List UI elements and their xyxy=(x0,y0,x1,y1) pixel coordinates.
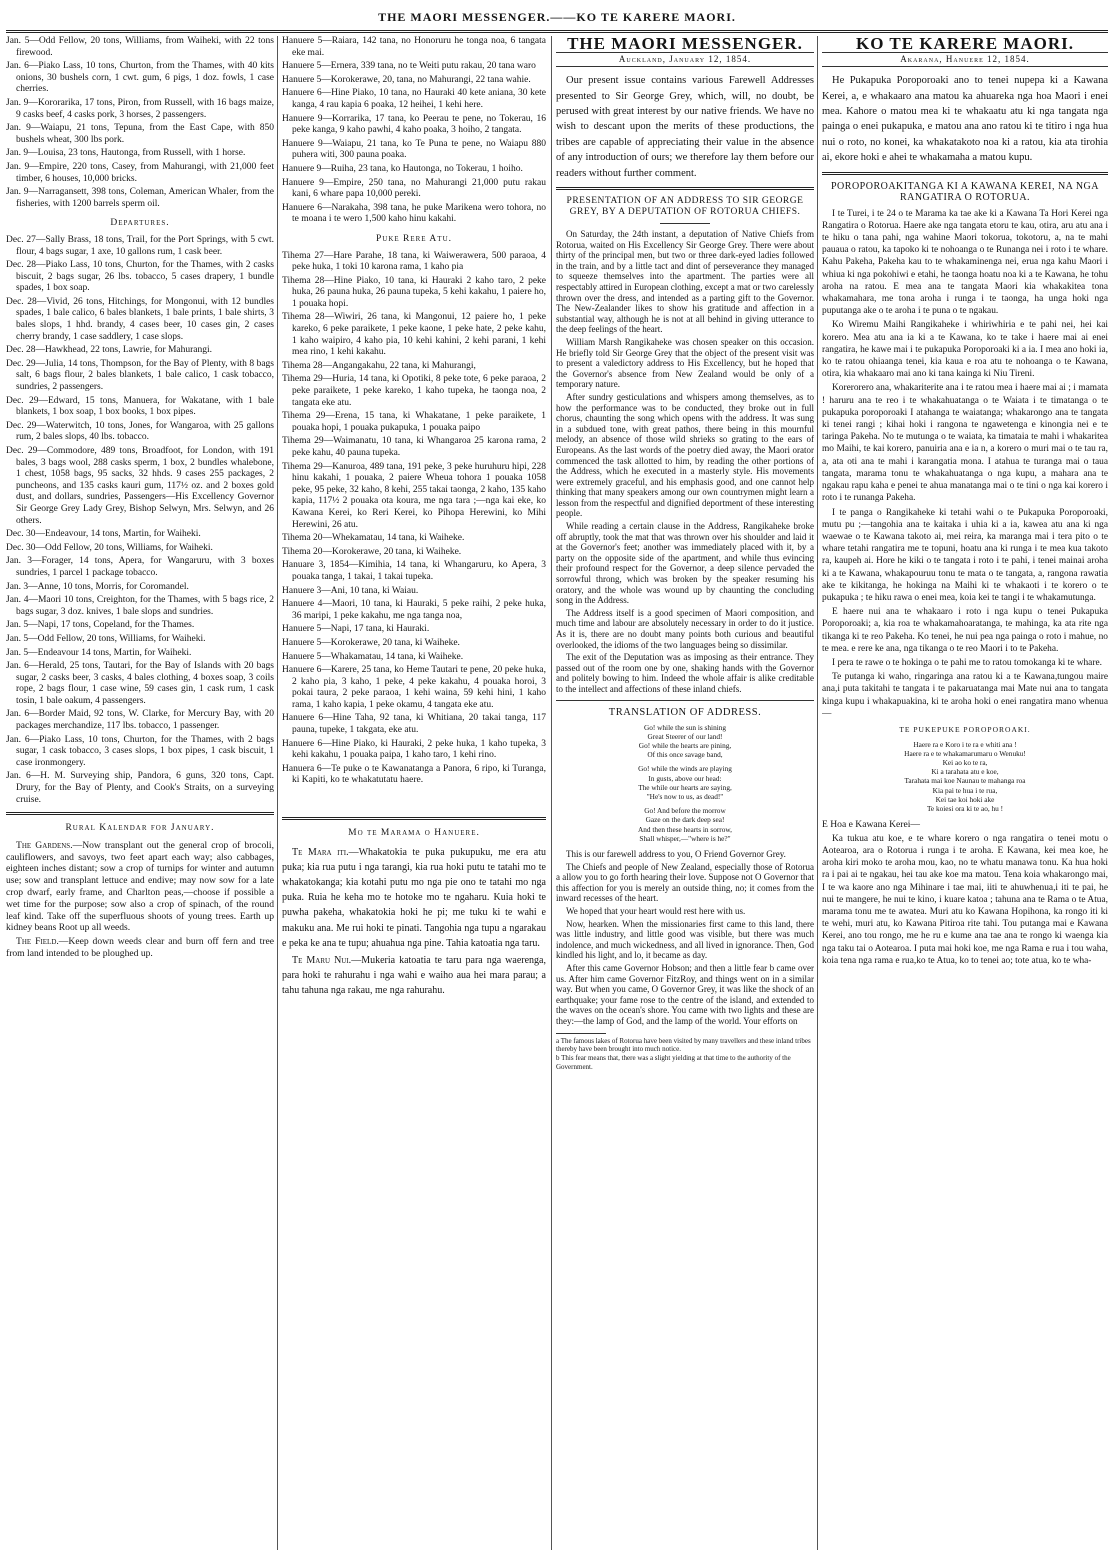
article-paragraph: I te panga o Rangikaheke ki tetahi wahi o te Pukapuka Poroporoaki, mutu pu ;—tangohia ana te kaitaka i uhia ki a ia, kawea atu ana ki nga waewae o te Kawana takoto ai, mei reira, ka maranga mai i tera pito o te whare tetahi rangatira me te topuni, hoatu ana ki runga i te mea kua takoto ra, kaupeh ai. Hore he kiki o te tangata i roto i te pahi, i tenei mainai aroha ki a te Kawana, whakapouruu tonu te mata o te tangata, a, rangona rawatia ake te kikitanga, he hokinga na Maihi ki te whakaoti i te korero o te pukapuka ; te hiku rawa o enei mea, koia kei te tangi i te whakamutunga. xyxy=(822,507,1108,603)
footnote: a The famous lakes of Rotorua have been visited by many travellers and these inland tribes thereby have been brought into much notice. xyxy=(556,1036,811,1053)
shipping-entry: Jan. 9—Waiapu, 21 tons, Tepuna, from the East Cape, with 850 bushels wheat, 300 lbs pork. xyxy=(6,123,274,145)
calendar-text: —Whakatokia te puka pukupuku, me era atu puka; kia rua putu i nga tarangi, kia rua hoki putu te tatahi mo te whakatokanga; kia kotahi putu mo nga pie ono te tatahi mo nga puka. Ruia he keha mo te hotoke mo te ngaharu. Kuia hoki te puwha pakeha, whakatokia hoki he pi; me tuku ki te wahi e makuku ana. Me rui hoki te pinati. Tangohia nga tupu a ngarakau e peka ke ana te tupu; ahuahua nga pine. Tahia katoatia nga taru. xyxy=(282,846,546,949)
field-text: —Keep down weeds clear and burn off fern and tree from land intended to be ploughed up. xyxy=(6,936,274,959)
shipping-entry: Dec. 28—Piako Lass, 10 tons, Churton, for the Thames, with 2 casks biscuit, 2 bags sugar, 26 lbs. tobacco, 5 cases drapery, 1 bundle spades, 1 box soap. xyxy=(6,260,274,294)
translation-paragraph: This is our farewell address to you, O Friend Governor Grey. xyxy=(566,849,786,859)
gardens-paragraph xyxy=(6,840,274,934)
article-paragraph: The Address itself is a good specimen of Maori composition, and much time and labour are absolutely necessary in order to do it justice. As it is, there are no doubt many points both curious and beautiful overlooked, the idioms of the two languages being so dissimilar. xyxy=(556,607,814,650)
poem-line: Go! while the winds are playing xyxy=(638,764,732,774)
section-rule xyxy=(822,172,1108,175)
poem-english xyxy=(556,723,814,843)
shipping-entry: Jan. 9—Narragansett, 398 tons, Coleman, American Whaler, from the fisheries, with 1200 barrels sperm oil. xyxy=(6,187,274,209)
shipping-entry: Tihema 29—Erena, 15 tana, ki Whakatane, 1 peke paraikete, 1 pouaka hopi, 1 pouaka pukapuka, 1 pouaka paipo xyxy=(282,411,546,433)
article-body-english xyxy=(556,229,814,695)
article-paragraph: I te Turei, i te 24 o te Marama ka tae ake ki a Kawana Ta Hori Kerei nga Rangatira o Rotorua. Haere ake nga tangata etoru te kau, otira, aru atu ana i te hiku o tana pahi, nga wahine Maori tokorua, tokotoru, a, na te mahi pauaua o ratou, ka tapoko ki te nohoanga o te Runanga nei i roto i te whare. Kahu Pakeha, Pakeha kau to te whakaminenga nei, erua nga kahu Maori i whiua ki nga pokohiwi e etahi, he taonga hoatu noa ki a te Kawana, he tohu aroha na ratou. E mea ana te tangata Maori kia whakakitea tona whakamahara, me tona aroha i runga i te taonga, ha unga hoki nga puputanga ake o te aroha i te puna o te ngakau. xyxy=(822,208,1108,317)
footnote-rule xyxy=(556,1033,606,1034)
shipping-entry: Hanuere 5—Korokerawe, 20 tana, ki Waiheke. xyxy=(282,637,460,648)
shipping-entry: Tihema 28—Wiwiri, 26 tana, ki Mangonui, 12 paiere ho, 1 peke kareko, 6 peke paraikete, 1 peke kaone, 1 peke hate, 2 peke kahu, 1 kaho waipiro, 4 kaho pia, 10 kehi kahini, 2 kehi parani, 1 kehi mea rino, 1 kehi kakahu. xyxy=(282,312,546,358)
title-rule xyxy=(660,223,710,224)
poem-line: Kia pai te hua i te rua, xyxy=(932,785,998,795)
shipping-entry: Dec. 28—Vivid, 26 tons, Hitchings, for Mongonui, with 12 bundles spades, 1 bale calico, 6 bales blankets, 1 bale prints, 1 bale shirts, 3 bales slops, 1 hhd. brandy, 4 cases beer, 10 cases gin, 2 cases cherry brandy, 1 case saddlery, 1 case slops. xyxy=(6,296,274,342)
poem-line: Shall whisper,—"where is he?" xyxy=(639,833,731,843)
shipping-entry: Jan. 5—Odd Fellow, 20 tons, Williams, from Waiheki, with 22 tons firewood. xyxy=(6,36,274,58)
shipping-entry: Dec. 29—Julia, 14 tons, Thompson, for the Bay of Plenty, with 8 bags salt, 6 bags flour, 2 bales blankets, 1 bale calico, 1 cask tobacco, sundries, 2 passengers. xyxy=(6,358,274,393)
shipping-entry: Hanuere 9—Ruiha, 23 tana, ko Hautonga, no Tokerau, 1 hoiho. xyxy=(282,163,523,174)
section-rule xyxy=(282,817,546,820)
shipping-entry: Jan. 6—H. M. Surveying ship, Pandora, 6 guns, 320 tons, Capt. Drury, for the Bay of Plenty, and Cook's Straits, on a surveying cruise. xyxy=(6,771,274,805)
poem-line: Great Steerer of our land! xyxy=(647,731,723,741)
translation-paragraph: After this came Governor Hobson; and then a little fear b came over us. After him came Governor FitzRoy, and things went on in a similar way. But when you came, O Governor Grey, it was like the shock of an earthquake; your fame rose to the centre of the island, and extended to the waves on the ocean's shore. You came with two lights and these are they:—the lamp of God, and the lamp of the world. Your efforts on xyxy=(556,962,814,1026)
departures-heading-maori: Puke Rere Atu. xyxy=(375,233,453,244)
closing-paragraph: Ka tukua atu koe, e te whare korero o nga rangatira o tenei motu o Aotearoa, ara o Rotorua i runga i te aroha. E Kawana, kei mea koe, he aroha kiri moko te aroha mou, kao, no te whatu manawa tonu. Ka hua hoki ra i pai ai te ngakau, hei tau ake koe ma matou. Tena koia whakarongo mai, I te wa kaore ano nga Mihinare i tae mai, iiti te ahuwhenua,i iti te pai, he nui te mangere, he nui te kino, i kuare katoa ; tahuna ana te Rama o te Atua, marama tonu me te awatea. Muri atu ko Kawana Hopihona, ka rongo iti ki te wehi, muri atu, ko Kawana Pitiroa rite tahi. Tou putanga mai e Kawana Kerei, ano tou rongo, me he ru e kume ana tae ana te rongo ki waenga kia nga taku tai o Aotearoa. I puta mai hoki koe, me nga Rama e rua i tou waha, koia tena nga rama e rua,ko te Atua, ko to tenei ao; tote atua, ko te wha- xyxy=(822,833,1108,966)
shipping-entry: Jan. 3—Anne, 10 tons, Morris, for Coromandel. xyxy=(6,581,189,592)
dateline-maori: Akarana, Hanuere 12, 1854. xyxy=(822,52,1108,68)
poem-line: Haere ra e Koro i te ra e whiti ana ! xyxy=(913,739,1017,749)
article-paragraph: While reading a certain clause in the Address, Rangikaheke broke off abruptly, took the mat that was thrown over his shoulder and laid it at the Governor's feet; another was immediately placed with it, by a party on the opposite side of the apartment, and while thus evincing their profound respect for the Governor, a deep silence pervaded the sorrowful throng, which was broken by the speaker resuming his oratory, and the whole was wound up by chaunting the concluding song in the Address. xyxy=(556,521,814,606)
shipping-column-english xyxy=(6,36,274,1550)
shipping-entry: Hanuere 5—Raiara, 142 tana, no Honoruru he tonga noa, 6 tangata eke mai. xyxy=(282,36,546,58)
shipping-entry: Hanuera 6—Te puke o te Kawanatanga a Panora, 6 ripo, ki Turanga, ki Kapiti, ko te whakatutatu haere. xyxy=(282,763,546,786)
shipping-entry: Jan. 5—Endeavour 14 tons, Martin, for Waiheki. xyxy=(6,647,192,658)
article-paragraph: Ko Wiremu Maihi Rangikaheke i whiriwhiria e te pahi nei, hei kai korero. Mea atu ana ia ki a te Kawana, ko te take i haere mai ai enei rangatira, he kawe mai i te pukapuka Poroporoaki ki a ia. I mea ano hoki ia, ko te ratou ohiaanga tenei, kia kaua e roa atu te nohoanga o te Kawana, otira, kia whakaaro mai ano ki tana kainga ki Niu Tireni. xyxy=(822,320,1108,380)
shipping-entry: Tihema 20—Korokerawe, 20 tana, ki Waiheke. xyxy=(282,546,462,557)
gardens-text: —Now transplant out the general crop of brocoli, cauliflowers, and savoys, two feet apart each way; also cabbages, eighteen inches distant; sow a crop of turnips for winter and autumn use; sow and transplant lettuce and endive; may now sow for a late crop dwarf, early frame, and Charlton peas,—choose if possible a wet time for the purpose; sow also a crop of spinach, of the round leaf kind. Take off the superfluous shoots of young trees. Earth up kidney beans Root up all weeds. xyxy=(6,839,274,934)
shipping-entry: Jan. 5—Napi, 17 tons, Copeland, for the Thames. xyxy=(6,620,195,631)
article-title-maori: POROPOROAKITANGA KI A KAWANA KEREI, NA NGA RANGATIRA O ROTORUA. xyxy=(830,180,1100,203)
calendar-paragraphs-maori xyxy=(282,845,546,999)
column-rule xyxy=(277,36,278,1550)
shipping-entry: Dec. 30—Endeavour, 14 tons, Martin, for Waiheki. xyxy=(6,529,201,540)
shipping-entry: Jan. 3—Forager, 14 tons, Apera, for Wangaruru, with 3 boxes sundries, 1 parcel 1 package tobacco. xyxy=(6,556,274,578)
poem-line: The while our hearts are saying, xyxy=(638,782,732,792)
field-paragraph xyxy=(6,936,274,960)
poem-line: Kei ao ko te ra, xyxy=(942,757,988,767)
english-editorial-column xyxy=(556,36,814,1550)
translation-paragraph: We hoped that your heart would rest here with us. xyxy=(566,905,746,916)
calendar-paragraph xyxy=(282,845,546,951)
shipping-entry: Hanuare 3, 1854—Kimihia, 14 tana, ki Whangaruru, ko Apera, 3 pouaka tanga, 1 takai, 1 takai tupeka. xyxy=(282,560,546,582)
shipping-entry: Jan. 5—Odd Fellow, 20 tons, Williams, for Waiheki. xyxy=(6,633,206,644)
translation-body xyxy=(556,849,814,1027)
shipping-entry: Tihema 29—Waimanatu, 10 tana, ki Whangaroa 25 karona rama, 2 peke kahu, 40 pauna tupeka. xyxy=(282,436,546,458)
shipping-entry: Jan. 9—Kororarika, 17 tons, Piron, from Russell, with 16 bags maize, 9 casks beef, 4 casks pork, 3 horses, 2 passengers. xyxy=(6,97,274,120)
article-paragraph: I pera te rawe o te hokinga o te pahi me to ratou tomokanga ki te whare. xyxy=(832,657,1102,668)
poem-line: Of this once savage band, xyxy=(647,750,723,760)
calendar-label: Te Mara iti. xyxy=(292,846,349,858)
article-paragraph: Korerorero ana, whakariterite ana i te ratou mea i haere mai ai ; i mamata ! haruru ana te reo i te whakahuatanga o te Waiata i te timatanga o te pukapuka poroporoaki I atahanga te waiatanga; whakarongo ana te tangata ki tenei rangi ; kihai hoki i rangona te ngawetenga e kinongia nei e te taringa Pakeha. No te mutunga o te waiata, ka timataia te mahi i whakaritea mo Maihi, te kai korero, panuiria ana e ia n, a korero o muri mai o te tau ra, a, ata oti ana te mahi i karangatia mona. I atahua te turanga mai o taua tangata, marama tonu te whakahuatanga o nga kupu, a mahara ana te ngakau rapu kaha e penei te ahua manatanga mai o te tini o nga kai korero i roto i te runanga Pakeha. xyxy=(822,383,1108,504)
article-paragraph: The exit of the Deputation was as imposing as their entrance. They passed out of the room one by one, shaking hands with the Governor and politely bowing to him. Indeed the whole affair is alike creditable to the intellect and affections of these inland chiefs. xyxy=(556,652,814,694)
field-label: The Field. xyxy=(16,936,59,948)
translation-paragraph: Now, hearken. When the missionaries first came to this land, there was little industry, and little good was visible, but there was much indolence, and much wickedness, and all lived in ignorance. Then, God kindled his light, and lo, it became as day. xyxy=(556,918,814,961)
editorial-english: Our present issue contains various Farewell Addresses presented to Sir George Grey, which, will, no doubt, be perused with great interest by our native friends. We have no wish to descant upon the merits of these productions, the tribes are capable of appreciating their value in the absence of any introduction of ours; we therefore lay them before our readers without further comment. xyxy=(556,75,814,179)
section-rule xyxy=(556,187,814,190)
shipping-entry: Jan. 4—Maori 10 tons, Creighton, for the Thames, with 5 bags rice, 2 bags sugar, 3 doz. knives, 1 bale slops and sundries. xyxy=(6,595,274,617)
shipping-entry: Dec. 29—Edward, 15 tons, Manuera, for Wakatane, with 1 bale blankets, 1 box soap, 1 box books, 1 box pipes. xyxy=(6,395,274,418)
section-rule xyxy=(556,700,814,701)
poem-line: In gusts, above our head: xyxy=(648,773,722,783)
editorial-maori: He Pukapuka Poroporoaki ano to tenei nupepa ki a Kawana Kerei, a, e whakaaro ana matou ka ahuareka nga hoa Maori i enei mea. Kahore o matou mea ki te whakaatu atu ki nga tangata nga painga o enei pukapuka, e matou ana ano ratou ki te titiro i nga hua nui o roto, no konei, ka whakatakoto noa ki a ratou, kia ata tirohia ai, ekore hoki e ahei te whakamaha a matou kupu. xyxy=(822,75,1108,164)
shipping-entry: Hanuere 9—Korrarika, 17 tana, ko Peerau te pene, no Tokerau, 16 peke kanga, 9 kaho pawhi, 4 kaho poaka, 3 hoiho, 2 tangata. xyxy=(282,113,546,136)
poem-line: Go! while the sun is shining xyxy=(643,722,727,732)
shipping-entry: Dec. 29—Commodore, 489 tons, Broadfoot, for London, with 191 bales, 3 bags wool, 288 casks sperm, 1 box, 2 bundles whalebone, 1 chest, 1058 bags, 95 sacks, 32 hhds. 9 cases 255 packages, 2 puncheons, and 135 casks kauri gum, 117½ oz. and 2 boxes gold dust, and dollars, sundries, Passengers—His Excellency Governor Sir George Grey Lady Grey, Bishop Selwyn, Mrs. Selwyn, and 26 others. xyxy=(6,446,274,526)
poem-line: Tarahata mai koe Naunau te mahanga roa xyxy=(904,776,1026,786)
column-rule xyxy=(551,36,552,1550)
poem-line: Go! And before the morrow xyxy=(644,806,726,816)
shipping-entry: Hanuere 5—Napi, 17 tana, ki Hauraki. xyxy=(282,624,430,635)
gardens-label: The Gardens. xyxy=(16,839,73,851)
shipping-entry: Hanuere 6—Hine Piako, ki Hauraki, 2 peke huka, 1 kaho tupeka, 3 kehi kakahu, 1 pouaka paipa, 1 kaho taro, 1 kehi rino. xyxy=(282,738,546,761)
shipping-entry: Tihema 20—Whekamatau, 14 tana, ki Waiheke. xyxy=(282,533,465,544)
shipping-entry: Hanuere 6—Narakaha, 398 tana, he puke Marikena wero tohora, no te moana i te wero 1,500 kaho hinu kakahi. xyxy=(282,202,546,225)
salutation: E Hoa e Kawana Kerei— xyxy=(822,819,921,831)
translation-paragraph: The Chiefs and people of New Zealand, especially those of Rotorua a allow you to go forth hearing their love. Suppose not O Governor that this affection for you is merely an outside thing, no; it comes from the inward recesses of the heart. xyxy=(556,861,814,904)
footnotes xyxy=(556,1037,814,1072)
running-head: THE MAORI MESSENGER.——KO TE KARERE MAORI. xyxy=(378,10,736,24)
poem-line: Kei tae koi hoki ake xyxy=(935,794,995,804)
shipping-entry: Hanuere 6—Hine Taha, 92 tana, ki Whitiana, 20 takai tanga, 117 pauna, tupeke, 1 takgata, eke atu. xyxy=(282,713,546,736)
departures-heading: Departures. xyxy=(110,218,170,229)
shipping-entry: Jan. 9—Louisa, 23 tons, Hautonga, from Russell, with 1 horse. xyxy=(6,148,246,159)
calendar-heading-maori: Mo te Marama o Hanuere. xyxy=(348,828,480,839)
article-paragraph: William Marsh Rangikaheke was chosen speaker on this occasion. He briefly told Sir George Grey that the object of the present visit was to present a valedictory address to His Excellency, but he hoped that the Governor's absence from New Zealand would be only of a temporary nature. xyxy=(556,336,814,390)
poem-line: Go! while the hearts are pining, xyxy=(638,740,732,750)
poem-maori xyxy=(822,740,1108,814)
article-paragraph: Te putanga ki waho, ringaringa ana ratou ki a te Kawana,tungou maire ana,i puta takitahi te tangata i te pakaruatanga mai Mate nui ana to tangata kinga kupu i whakapuakina, ki te aroha hoki o enei rangatira mano whenua— xyxy=(822,672,1108,719)
article-title-english: PRESENTATION OF AN ADDRESS TO SIR GEORGE GREY, BY A DEPUTATION OF ROTORUA CHIEFS. xyxy=(566,196,804,218)
shipping-entry: Jan. 6—Piako Lass, 10 tons, Churton, from the Thames, with 40 kits onions, 30 bushels corn, 1 cwt. gum, 6 pigs, 1 doz. fowls, 1 case cherries. xyxy=(6,61,274,95)
shipping-column-maori xyxy=(282,36,546,1550)
poem-line: And then these hearts in sorrow, xyxy=(638,824,732,834)
shipping-entry: Tihema 28—Angangakahu, 22 tana, ki Mahurangi, xyxy=(282,360,476,371)
shipping-entry: Hanuere 4—Maori, 10 tana, ki Hauraki, 5 peke raihi, 2 peke huka, 36 maripi, 1 peke kakahu, me nga tanga noa, xyxy=(282,599,546,621)
shipping-entry: Hanuere 5—Korokerawe, 20, tana, no Mahurangi, 22 tana wahie. xyxy=(282,74,531,85)
top-rule xyxy=(6,30,1108,33)
masthead-english: THE MAORI MESSENGER. xyxy=(567,36,803,53)
poem-line: Haere ra e te whakamarumaru o Wenuku! xyxy=(904,748,1026,758)
poem-title-maori: TE PUKEPUKE POROPOROAKI. xyxy=(899,724,1031,734)
translation-title: TRANSLATION OF ADDRESS. xyxy=(608,706,762,718)
maori-editorial-column xyxy=(822,36,1108,1550)
shipping-entry: Jan. 6—Border Maid, 92 tons, W. Clarke, for Mercury Bay, with 20 packages merchandize, 117 lbs. tobacco, 1 passenger. xyxy=(6,709,274,732)
shipping-entry: Hanuere 5—Ernera, 339 tana, no te Weiti putu rakau, 20 tana waro xyxy=(282,61,536,72)
calendar-text: —Mukeria katoatia te taru para nga waerenga, para hoki te rahurahu i nga wahi e waiho aua hei mara parau; a tahu tahuna nga rakau, me nga rahurahu. xyxy=(282,955,546,997)
shipping-entry: Hanuere 9—Empire, 250 tana, no Mahurangi 21,000 putu rakau kani, 6 whare papa 10,000 pereki. xyxy=(282,177,546,200)
shipping-entry: Jan. 6—Herald, 25 tons, Tautari, for the Bay of Islands with 20 bags sugar, 2 casks beer, 3 casks, 4 bales clothing, 4 boxes soap, 3 coils rope, 2 bags flour, 1 case wine, 59 cases gin, 1 cask rum, 1 cask tosin, 1 bale oakum, 4 passengers. xyxy=(6,661,274,706)
shipping-entry: Tihema 29—Kanuroa, 489 tana, 191 peke, 3 peke huruhuru hipi, 228 hinu kakahi, 1 pouaka, 2 paiere Wheua tohora 1 pouaka 1058 peke, 95 peke, 32 kaho, 8 kehi, 255 takai taonga, 2 kaho, 135 kaho kapia, 117½ 2 pouaka ota koura, me nga tara ;—nga kai eke, ko Kawana Kerei, ko Reri Kerei, ko Pihopa Herewini, ko Mihi Herewini, 26 atu. xyxy=(282,461,546,530)
shipping-entry: Dec. 28—Hawkhead, 22 tons, Lawrie, for Mahurangi. xyxy=(6,345,213,356)
shipping-entry: Dec. 27—Sally Brass, 18 tons, Trail, for the Port Springs, with 5 cwt. flour, 4 bags sugar, 1 axe, 10 gallons rum, 1 cask beer. xyxy=(6,234,274,257)
shipping-entry: Jan. 9—Empire, 220 tons, Casey, from Mahurangi, with 21,000 feet timber, 6 houses, 10,000 bricks. xyxy=(6,161,274,184)
calendar-heading: Rural Kalendar for January. xyxy=(65,823,215,834)
footnote: b This fear means that, there was a slight yielding at that time to the authority of the Government. xyxy=(556,1054,791,1071)
calendar-paragraph xyxy=(282,953,546,999)
article-body-maori xyxy=(822,208,1108,720)
shipping-entry: Hanuere 6—Hine Piako, 10 tana, no Hauraki 40 kete aniana, 30 kete kanga, 4 rau kapia 6 poaka, 12 heihei, 1 kehi here. xyxy=(282,88,546,110)
departures-list xyxy=(6,235,274,806)
poem-line: Te koiesi ora ki te ao, hu ! xyxy=(926,803,1004,813)
shipping-entry: Dec. 30—Odd Fellow, 20 tons, Williams, for Waiheki. xyxy=(6,542,213,553)
shipping-entry: Dec. 29—Waterwitch, 10 tons, Jones, for Wangaroa, with 25 gallons rum, 2 bales slops, 40 lbs. tobacco. xyxy=(6,420,274,443)
shipping-entry: Hanuere 9—Waiapu, 21 tana, ko Te Puna te pene, no Waiapu 880 puhera witi, 300 pauna poaka. xyxy=(282,138,546,161)
shipping-entry: Jan. 6—Piako Lass, 10 tons, Churton, for the Thames, with 2 bags sugar, 1 cask tobacco, 3 cases slops, 1 box pipes, 1 cask biscuit, 1 case ironmongery. xyxy=(6,734,274,768)
column-rule xyxy=(817,36,818,1550)
poem-line: Gaze on the dark deep sea! xyxy=(645,815,725,825)
article-paragraph: E haere nui ana te whakaaro i roto i nga kupu o tenei Pukapuka Poroporoaki; a, kia roa te whakamahoaratanga, te mahinga, ka ata rite nga tikanga ki te reo Pakeha. Ko tenei, he nui pea nga painga o roto i mahue, no te mea. e rere ke ana, nga tikanga o te reo Maori i to te Pakeha. xyxy=(822,607,1108,654)
article-paragraph: After sundry gesticulations and whispers among themselves, as to how the performance was to be conducted, they broke out in full chorus, chaunting the song which opens with the address. It was sung in a subdued tone, with great pathos, there being in this mournful melody, an absence of those wild shrieks so grating to the ears of Europeans. As the last words of the poetry died away, the Maori orator commenced the task allotted to him, by reading the other portions of the Address, which he executed in a masterly style. His movements were extremely graceful, and his emphasis good, and one cannot help thinking that many speakers among our own countrymen might learn a lesson from the respectful and dignified deportment of these interesting people. xyxy=(556,391,814,519)
article-paragraph: On Saturday, the 24th instant, a deputation of Native Chiefs from Rotorua, waited on His Excellency Sir George Grey. There were about thirty of the principal men, but two or three dark-eyed ladies followed in the train, and by a little tact and dint of perseverance they managed to squeeze themselves into the apartment. The parties were all respectably attired in European clothing, except a mat or two carelessly thrown over the dress, and intended as a parting gift to the Governor. The New-Zealander likes to show his gratitude and affection in a substantial way, although he is not at all behind in giving utterance to the deep feelings of the heart. xyxy=(556,229,814,335)
dateline-english: Auckland, January 12, 1854. xyxy=(556,52,814,68)
shipping-entry: Hanuere 6—Karere, 25 tana, ko Heme Tautari te pene, 20 peke huka, 2 kaho pia, 3 kaho, 1 peke, 4 peke kakahu, 4 pouaka horoi, 3 pokai taura, 2 peke paraoa, 1 kehi waina, 59 kehi hini, 1 kaho rama, 1 kaho kapia, 1 peke okamu, 4 tangata eke atu. xyxy=(282,665,546,710)
calendar-label: Te Maru Nui. xyxy=(292,955,352,967)
shipping-entry: Hanuere 5—Whakamatau, 14 tana, ki Waiheke. xyxy=(282,651,464,662)
arrivals-list-maori xyxy=(282,36,546,226)
masthead-maori: KO TE KARERE MAORI. xyxy=(856,36,1074,53)
arrivals-list xyxy=(6,36,274,210)
section-rule xyxy=(6,812,274,815)
departures-list-maori xyxy=(282,251,546,788)
poem-line: "He's now to us, as dead!" xyxy=(646,791,724,801)
shipping-entry: Hanuere 3—Ani, 10 tana, ki Waiau. xyxy=(282,585,419,596)
shipping-entry: Tihema 29—Huria, 14 tana, ki Opotiki, 8 peke tote, 6 peke paraoa, 2 peke paraikete, 1 peke kareko, 1 kaho tupeka, he taonga noa, 2 tangata eke atu. xyxy=(282,374,546,408)
poem-line: Ki a tarahata atu e koe, xyxy=(931,767,999,777)
shipping-entry: Tihema 27—Hare Parahe, 18 tana, ki Waiwerawera, 500 paraoa, 4 peke huka, 1 toki 10 karona rama, 1 kaho pia xyxy=(282,250,546,273)
shipping-entry: Tihema 28—Hine Piako, 10 tana, ki Hauraki 2 kaho taro, 2 peke huka, 26 pauna huka, 26 pauna tupeka, 5 kehi kakahu, 1 paiere ho, 1 pouaka hopi. xyxy=(282,275,546,309)
